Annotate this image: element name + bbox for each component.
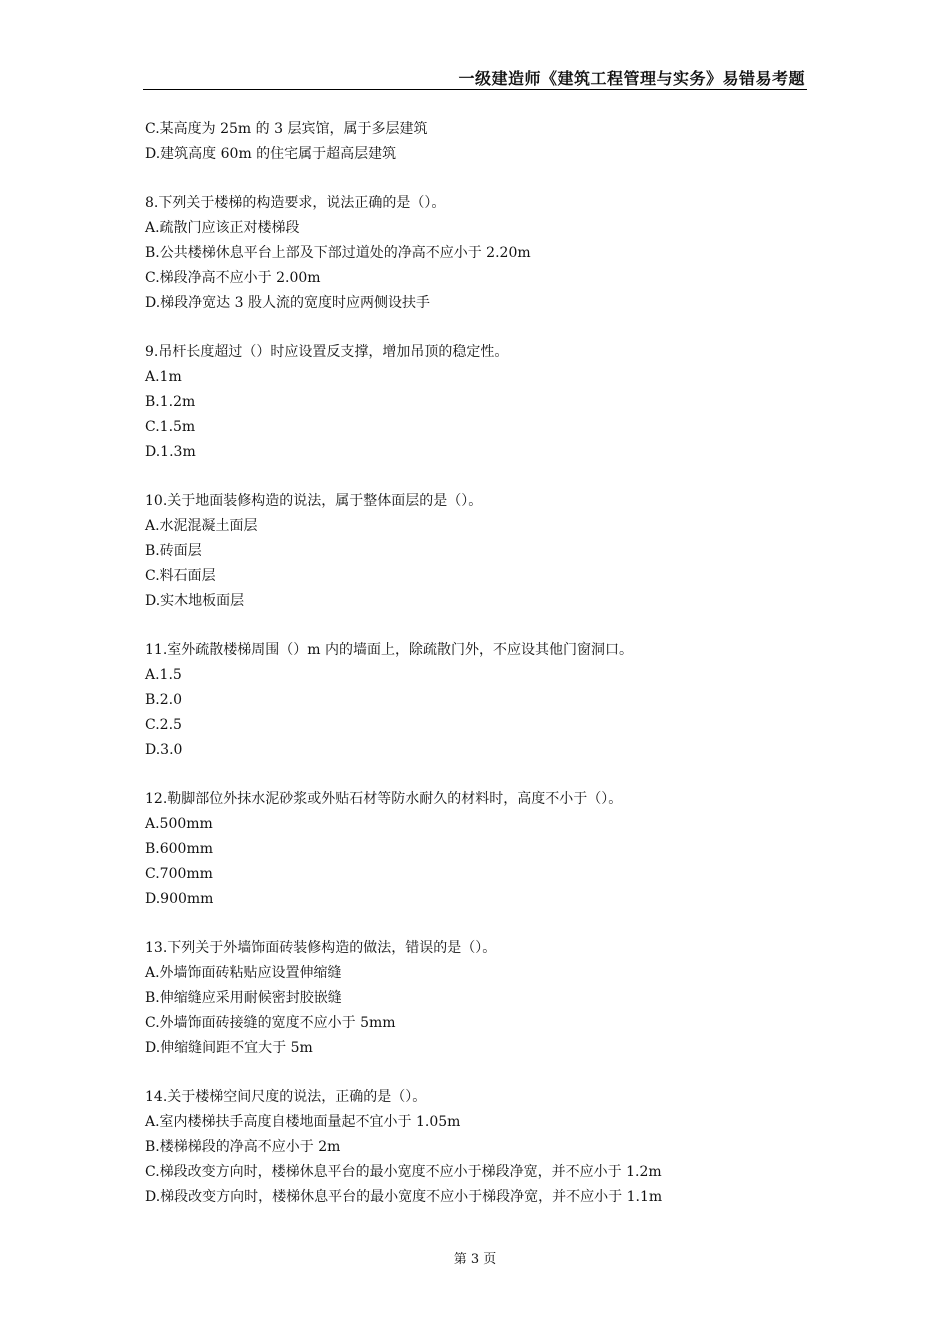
option-line: C.700mm xyxy=(145,866,213,882)
option-line: D.梯段净宽达 3 股人流的宽度时应两侧设扶手 xyxy=(145,295,430,311)
option-line: B.伸缩缝应采用耐候密封胶嵌缝 xyxy=(145,990,342,1006)
option-line: A.外墙饰面砖粘贴应设置伸缩缝 xyxy=(145,965,342,981)
option-line: D.3.0 xyxy=(145,742,183,758)
question-9 xyxy=(145,340,785,465)
question-stem: 14.关于楼梯空间尺度的说法，正确的是（）。 xyxy=(145,1089,427,1105)
question-7-remaining-options xyxy=(145,117,785,167)
option-line: C.某高度为 25m 的 3 层宾馆，属于多层建筑 xyxy=(145,121,428,137)
question-stem: 9.吊杆长度超过（）时应设置反支撑，增加吊顶的稳定性。 xyxy=(145,344,509,360)
option-line: D.1.3m xyxy=(145,444,196,460)
question-stem: 8.下列关于楼梯的构造要求，说法正确的是（）。 xyxy=(145,195,446,211)
option-line: A.500mm xyxy=(145,816,213,832)
question-stem: 11.室外疏散楼梯周围（）m 内的墙面上，除疏散门外，不应设其他门窗洞口。 xyxy=(145,642,633,658)
option-line: A.室内楼梯扶手高度自楼地面量起不宜小于 1.05m xyxy=(145,1114,461,1130)
option-line: B.600mm xyxy=(145,841,214,857)
question-12 xyxy=(145,787,785,912)
option-line: B.楼梯梯段的净高不应小于 2m xyxy=(145,1139,341,1155)
option-line: D.900mm xyxy=(145,891,214,907)
option-line: B.2.0 xyxy=(145,692,183,708)
option-line: A.水泥混凝土面层 xyxy=(145,518,258,534)
header-divider xyxy=(143,89,807,90)
option-line: A.疏散门应该正对楼梯段 xyxy=(145,220,300,236)
page-content xyxy=(145,117,785,1210)
option-line: C.梯段改变方向时，楼梯休息平台的最小宽度不应小于梯段净宽，并不应小于 1.2m xyxy=(145,1164,662,1180)
option-line: B.公共楼梯休息平台上部及下部过道处的净高不应小于 2.20m xyxy=(145,245,531,261)
option-line: D.梯段改变方向时，楼梯休息平台的最小宽度不应小于梯段净宽，并不应小于 1.1m xyxy=(145,1189,663,1205)
option-line: D.伸缩缝间距不宜大于 5m xyxy=(145,1040,313,1056)
question-10 xyxy=(145,489,785,614)
option-line: B.砖面层 xyxy=(145,543,202,559)
option-line: C.2.5 xyxy=(145,717,182,733)
question-stem: 13.下列关于外墙饰面砖装修构造的做法，错误的是（）。 xyxy=(145,940,497,956)
option-line: C.料石面层 xyxy=(145,568,216,584)
option-line: C.外墙饰面砖接缝的宽度不应小于 5mm xyxy=(145,1015,396,1031)
question-11 xyxy=(145,638,785,763)
option-line: D.建筑高度 60m 的住宅属于超高层建筑 xyxy=(145,146,397,162)
question-13 xyxy=(145,936,785,1061)
question-stem: 10.关于地面装修构造的说法，属于整体面层的是（）。 xyxy=(145,493,483,509)
question-8 xyxy=(145,191,785,316)
option-line: C.梯段净高不应小于 2.00m xyxy=(145,270,321,286)
page-number: 第 3 页 xyxy=(453,1252,497,1267)
document-header-title: 一级建造师《建筑工程管理与实务》易错易考题 xyxy=(458,69,805,88)
question-14 xyxy=(145,1085,785,1210)
option-line: A.1.5 xyxy=(145,667,182,683)
question-stem: 12.勒脚部位外抹水泥砂浆或外贴石材等防水耐久的材料时，高度不小于（）。 xyxy=(145,791,623,807)
option-line: A.1m xyxy=(145,369,182,385)
option-line: C.1.5m xyxy=(145,419,196,435)
option-line: B.1.2m xyxy=(145,394,196,410)
option-line: D.实木地板面层 xyxy=(145,593,245,609)
